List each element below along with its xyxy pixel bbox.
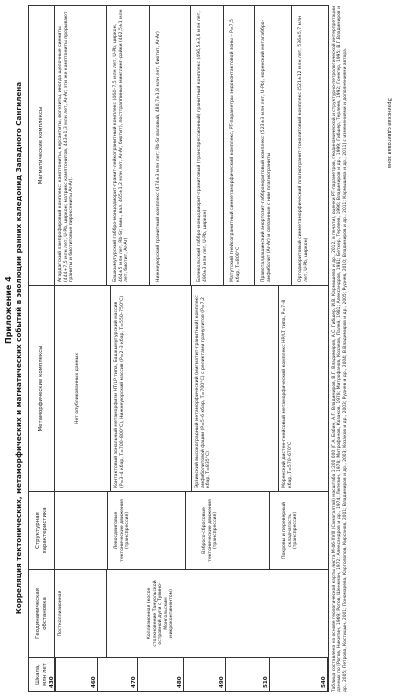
meta-erzin: Эрзинский высокоградный метаморфический (мигматит-гранитный) комплекс амфиболитовой фации (P=5–6 кбар, T=700°C) с реликтами гранулитов (P=7,2 кбар, T=835°C) [191, 286, 275, 491]
mag-nizhneuyur: Нижнеуюрский гранитный комплекс (474±3 млн лет; Rb-Sr валовый, 480,7±1,8 млн лет, биотит, Ar-Ar) [153, 6, 191, 285]
header-magmatic: Магматические комплексы [29, 6, 55, 286]
tick-480: 480 [177, 676, 183, 688]
header-geodynamic: Геодинамическая обстановка [29, 570, 55, 658]
tick-540: 540 [321, 676, 327, 688]
mag-bayankol: Баянкольский габбро-монцодиорит-гранитовый (транспрессионный) гранитный комплекс (496,5±3,6 млн лет, 490±3 млн лет, U-Pb, циркон) [194, 6, 224, 285]
magmatic-column [55, 6, 329, 286]
header-scale: Шкала, млн лет [29, 658, 55, 692]
tick-510: 510 [263, 676, 269, 688]
structure-column [55, 492, 329, 570]
mag-matut: Матутский гнейсогранитный синметаморфический комплекс, PT-параметры эндоконтактовой зоны – P=7,5 кбар, T=800°C [227, 6, 255, 285]
time-scale [49, 658, 329, 692]
shear-zone-label: Эрзинская сдвиговая зона [386, 98, 392, 169]
tick-430: 430 [49, 676, 55, 688]
tick-490: 490 [219, 676, 225, 688]
tick-470: 470 [131, 676, 137, 688]
struct-reverse: Взбросо-сбросовые тектонические движения (транспрессия) [185, 492, 269, 569]
mag-ortodiorite: Ортодиоритовый синметаморфический плагиогранит-тоналитовый комплекс (521±12 млн лет, 536±5,7 млн лет, U-Pb, циркон) [298, 15, 309, 282]
appendix-label: Приложение 4 [4, 276, 13, 344]
metamorphic-column [55, 286, 329, 492]
mag-pravotaldash: Правоталдашинский анортозит-габброноритовый комплекс (523±3 млн лет, U-Pb), моренский метагаббро-амфиболит (Ar-Ar) и связанные с ним плагиограниты [258, 6, 292, 285]
meta-moren: Моренский дистен-гнейсовый метаморфический комплекс HP/LT типа, P=7–8 кбар, T=570–670°C [278, 286, 296, 491]
meta-none: Нет опубликованных данных [75, 353, 80, 424]
geodyn-post: Постколлизионная [55, 570, 107, 657]
tick-460: 460 [91, 676, 97, 688]
correlation-table [28, 5, 329, 692]
geodynamic-column [55, 570, 329, 658]
struct-nappes: Покровы и переверный складчатость (транспрессия) [269, 492, 311, 569]
page-title: Корреляция тектонических, метаморфических и магматических событий в эволюции ранних каледонид Западного Сангилена [14, 81, 23, 615]
mag-bashkymugur: Башкымугурский габбро-монцодиорит-гранит-лейкогранитный комплекс (464–7,5 млн лет, U-Pb, циркон, 464±5 млн лет, Rb-Sr; мин., вал. 465±1,2 млн лет, Ar-Ar, биотит), посттраппиные минглинг-дайки (462,5±1 млн лет, биотит, Ar-Ar) [110, 6, 150, 285]
header-metamorphic: Метаморфические комплексы [29, 286, 55, 492]
footnote: Таблица составлена на основе геологической карты листа М-46-XVIII (Самагалтай) масштаба 1:200 000 (Г.А. Бабин, А.Г. Владимиров, В.Г. Владимиров, А.С. Гибшер, И.В. Кармышева и др., 2012, в печати), оценки РТ-параметров, геодинамической и структурно-петрологической интерпретации данных по [Рогов, Никитин, 1969; Рогов, Шенкман, 1972; Александров и др., 1974; Лепезин, 1978; Митрофанов, Козаков, 1978; Митрофанов, Козаков, Палей, 1981; Александров, 1981; Бетхер, Терлеев, 1996; Владимиров и др., 1999; Гибшер, Терлеев, 1992; Гонегер, 1995; В.Г.Владимиров и др., 2005; Петрова, Костицын, 2001; Пономарева, Карголопов, Кирсанов, 2001; Владимиров и др., 2003; Козаков и др., 2003; Руднев и др., 2004; В.Владимиров и др., 2005; Руднев, 2010; Владимиров и др., 2011; Кармышева и др., 2011] с изменениями и дополнениями автора. [332, 6, 348, 692]
meta-contact: Контактовый зональный метаморфизм HT/LP типа, Башкымугурский массив (P=3–4 кбар, T=700–800°C), Нижнеуюрский массив (P=2–3 кбар, T=550–750°C) [110, 286, 188, 491]
struct-sinistral: Левосдвиговые тектонические движения (транспрессия) [107, 492, 185, 569]
geodyn-collision: Коллизионная (косое столкновение Тануольской островной дуги с Тувино-Монгольским микроконтинентом) [147, 580, 175, 647]
header-structure: Структурная характеристика [29, 492, 55, 570]
mag-agardag: Агардагский лампрофировый комплекс: камптониты, керсантиты, вогезиты, иногда щелочные сиениты (444+7,5 млн лет, U-Pb, циркон; матрикс камптонитов, 443±1,3 млн лет, Ar-Ar; эти же камптониты прорывают граниты и биотитовые пироксениты Ar-Ar). [55, 6, 107, 285]
